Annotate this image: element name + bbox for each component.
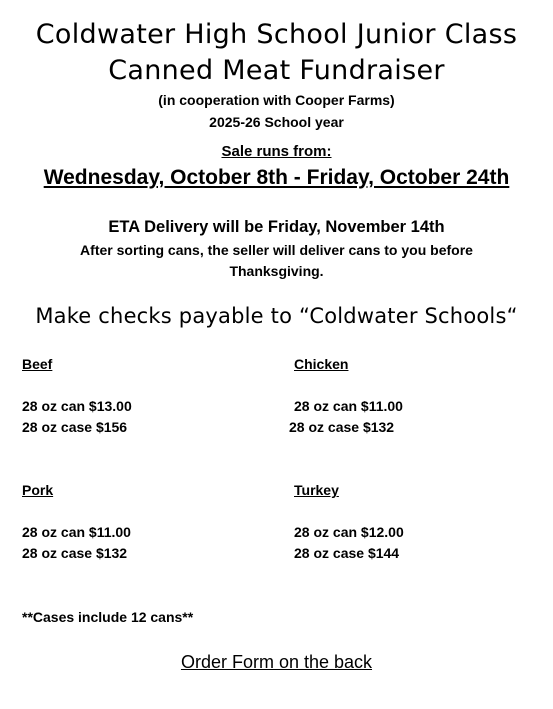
case-price: 28 oz case $144 [294, 545, 400, 561]
checks-payable: Make checks payable to “Coldwater Schools“ [35, 304, 518, 328]
case-price: 28 oz case $132 [289, 419, 395, 435]
can-price: 28 oz can $11.00 [294, 398, 403, 414]
sale-dates: Wednesday, October 8th - Friday, October 24th [43, 166, 510, 189]
cases-note: **Cases include 12 cans** [22, 609, 194, 625]
eta-delivery: ETA Delivery will be Friday, November 14th [108, 218, 445, 236]
sale-label: Sale runs from: [221, 143, 332, 160]
delivery-note-line-1: After sorting cans, the seller will deliver cans to you before [80, 242, 473, 258]
product-pork [22, 480, 131, 564]
product-beef [22, 354, 132, 438]
product-name: Pork [22, 482, 54, 498]
can-price: 28 oz can $13.00 [22, 398, 132, 414]
product-turkey [294, 480, 404, 564]
product-name: Chicken [294, 356, 349, 372]
school-year: 2025-26 School year [209, 114, 344, 130]
product-name: Turkey [294, 482, 339, 498]
can-price: 28 oz can $11.00 [22, 524, 131, 540]
title-line-2: Canned Meat Fundraiser [108, 55, 445, 86]
product-name: Beef [22, 356, 53, 372]
order-form-note: Order Form on the back [180, 652, 373, 672]
case-price: 28 oz case $156 [22, 419, 128, 435]
cooperation-note: (in cooperation with Cooper Farms) [158, 92, 395, 108]
product-chicken [289, 354, 403, 438]
can-price: 28 oz can $12.00 [294, 524, 404, 540]
delivery-note-line-2: Thanksgiving. [229, 263, 324, 279]
title-line-1: Coldwater High School Junior Class [35, 19, 518, 50]
case-price: 28 oz case $132 [22, 545, 128, 561]
